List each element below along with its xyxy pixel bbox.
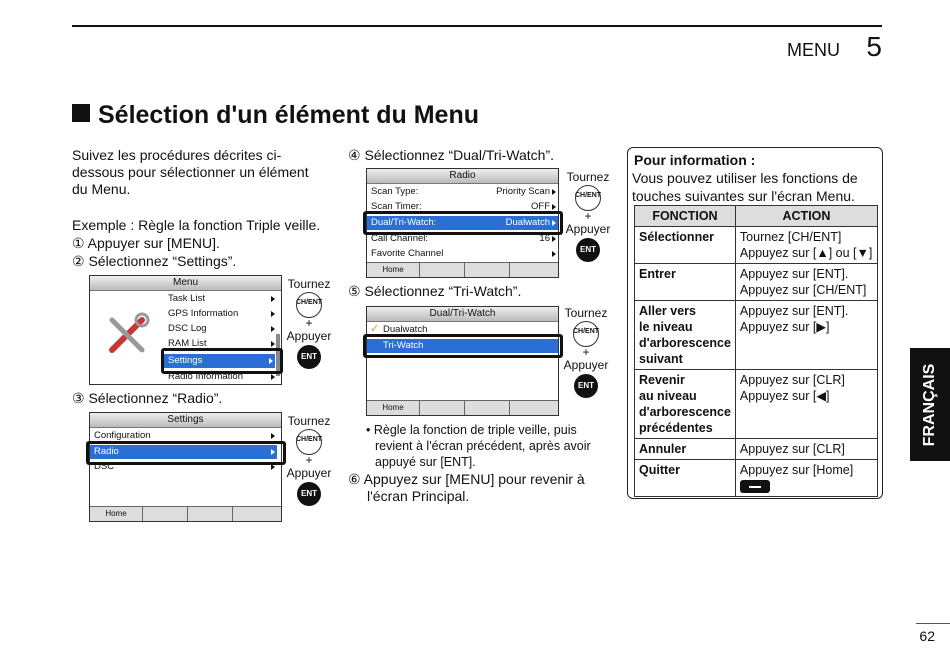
column-header-action: ACTION [735, 206, 877, 227]
section-name: MENU [787, 40, 840, 60]
step-6-line: ⑥ Appuyez sur [MENU] pour revenir à [348, 471, 585, 487]
page-title [72, 101, 479, 130]
note-line: revient à l'écran précédent, après avoir [375, 439, 591, 453]
step-6-line: l'écran Principal. [367, 488, 470, 504]
home-softkey[interactable]: Home [90, 507, 143, 521]
screen-title: Settings [90, 413, 281, 428]
home-softkey[interactable]: Home [367, 263, 420, 277]
table-header-row [635, 206, 878, 227]
example-text: Exemple : Règle la fonction Triple veille. [72, 217, 321, 233]
knob-instruction [283, 277, 335, 369]
step-1: ① Appuyer sur [MENU]. [72, 235, 220, 251]
ch-ent-dial-icon: CH/ENT [569, 320, 603, 346]
highlight-frame [86, 441, 286, 465]
radio-item-favorite-channel[interactable]: Favorite Channel [367, 247, 558, 261]
ent-button-icon: ENT [297, 482, 321, 506]
softkey-bar [367, 400, 558, 415]
table-row: Aller vers le niveau d'arborescence suivant Appuyez sur [ENT]. Appuyez sur [▶] [635, 301, 878, 370]
note-line: appuyé sur [ENT]. [375, 455, 476, 469]
turn-label: Tournez [287, 414, 331, 428]
turn-label: Tournez [564, 306, 608, 320]
radio-item-scan-type[interactable]: Scan Type: Priority Scan [367, 185, 558, 199]
ent-button-icon: ENT [576, 238, 600, 262]
screen-settings [89, 412, 282, 522]
info-line: touches suivantes sur l'écran Menu. [632, 188, 855, 204]
plus-sign: + [305, 453, 313, 467]
language-tab: FRANÇAIS [910, 348, 950, 461]
tools-icon [106, 312, 150, 356]
press-label: Appuyer [565, 222, 611, 236]
screen-title: Radio [367, 169, 558, 184]
menu-item-dsc-log[interactable]: DSC Log [164, 322, 277, 336]
intro-text [72, 147, 309, 198]
ch-ent-dial-icon: CH/ENT [571, 184, 605, 210]
highlight-frame [363, 334, 563, 358]
radio-item-scan-timer[interactable]: Scan Timer: OFF [367, 200, 558, 214]
softkey-bar [367, 262, 558, 277]
chapter-number: 5 [866, 31, 882, 62]
table-row: Sélectionner Tournez [CH/ENT] Appuyez sur [▲] ou [▼] [635, 227, 878, 264]
home-softkey[interactable]: Home [367, 401, 420, 415]
note-line: • Règle la fonction de triple veille, puis [366, 423, 577, 437]
page-number-rule [916, 623, 950, 624]
intro-line: dessous pour sélectionner un élément [72, 164, 309, 180]
ent-button-icon: ENT [297, 345, 321, 369]
press-label: Appuyer [563, 358, 609, 372]
step-6 [348, 471, 585, 505]
press-label: Appuyer [286, 466, 332, 480]
page-number: 62 [919, 628, 935, 644]
option-tri-watch[interactable]: Tri-Watch [367, 339, 558, 353]
home-key-icon [740, 480, 770, 493]
menu-item-gps-information[interactable]: GPS Information [164, 307, 277, 321]
intro-line: Suivez les procédures décrites ci- [72, 147, 282, 163]
screen-title: Dual/Tri-Watch [367, 307, 558, 322]
page-title-text: Sélection d'un élément du Menu [98, 101, 479, 129]
screen-title: Menu [90, 276, 281, 291]
info-line: Vous pouvez utiliser les fonctions de [632, 170, 858, 186]
table-row: Entrer Appuyez sur [ENT]. Appuyez sur [CH/ENT] [635, 264, 878, 301]
ch-ent-dial-icon: CH/ENT [292, 428, 326, 454]
ch-ent-dial-icon: CH/ENT [292, 291, 326, 317]
settings-item-dsc[interactable]: DSC [90, 460, 277, 474]
intro-line: du Menu. [72, 181, 131, 197]
function-table [634, 205, 878, 497]
table-row: Annuler Appuyez sur [CLR] [635, 439, 878, 460]
plus-sign: + [305, 316, 313, 330]
radio-item-call-channel[interactable]: Call Channel: 16 [367, 232, 558, 246]
knob-instruction [283, 414, 335, 506]
info-heading: Pour information : [634, 152, 756, 168]
table-row: Quitter Appuyez sur [Home] [635, 460, 878, 497]
step-5: ⑤ Sélectionnez “Tri-Watch”. [348, 283, 522, 299]
column-header-function: FONCTION [635, 206, 736, 227]
info-box [627, 147, 883, 499]
press-label: Appuyer [286, 329, 332, 343]
step-2: ② Sélectionnez “Settings”. [72, 253, 237, 269]
menu-item-settings[interactable]: Settings [164, 354, 275, 368]
menu-item-radio-information[interactable]: Radio Information [164, 370, 277, 384]
menu-item-ram-list[interactable]: RAM List [164, 337, 277, 351]
plus-sign: + [582, 345, 590, 359]
top-rule [72, 25, 882, 27]
highlight-frame [363, 211, 563, 235]
info-text [632, 169, 858, 205]
note-text [366, 422, 591, 470]
step-4: ④ Sélectionnez “Dual/Tri-Watch”. [348, 147, 555, 163]
settings-item-radio[interactable]: Radio [90, 445, 277, 459]
checkmark-icon: ✓ [370, 323, 380, 335]
knob-instruction [560, 306, 612, 398]
table-row: Revenir au niveau d'arborescence précédentes Appuyez sur [CLR] Appuyez sur [◀] [635, 370, 878, 439]
settings-item-configuration[interactable]: Configuration [90, 429, 277, 443]
highlight-frame [161, 348, 283, 374]
softkey-bar [90, 506, 281, 521]
option-dualwatch[interactable]: ✓ Dualwatch [370, 323, 428, 335]
turn-label: Tournez [566, 170, 610, 184]
menu-item-task-list[interactable]: Task List [164, 292, 277, 306]
step-3: ③ Sélectionnez “Radio”. [72, 390, 223, 406]
square-bullet-icon [72, 104, 90, 122]
plus-sign: + [584, 209, 592, 223]
knob-instruction [562, 170, 614, 262]
turn-label: Tournez [287, 277, 331, 291]
radio-item-dual-tri-watch[interactable]: Dual/Tri-Watch: Dualwatch [367, 216, 558, 230]
screen-dual-tri-watch [366, 306, 559, 416]
ent-button-icon: ENT [574, 374, 598, 398]
